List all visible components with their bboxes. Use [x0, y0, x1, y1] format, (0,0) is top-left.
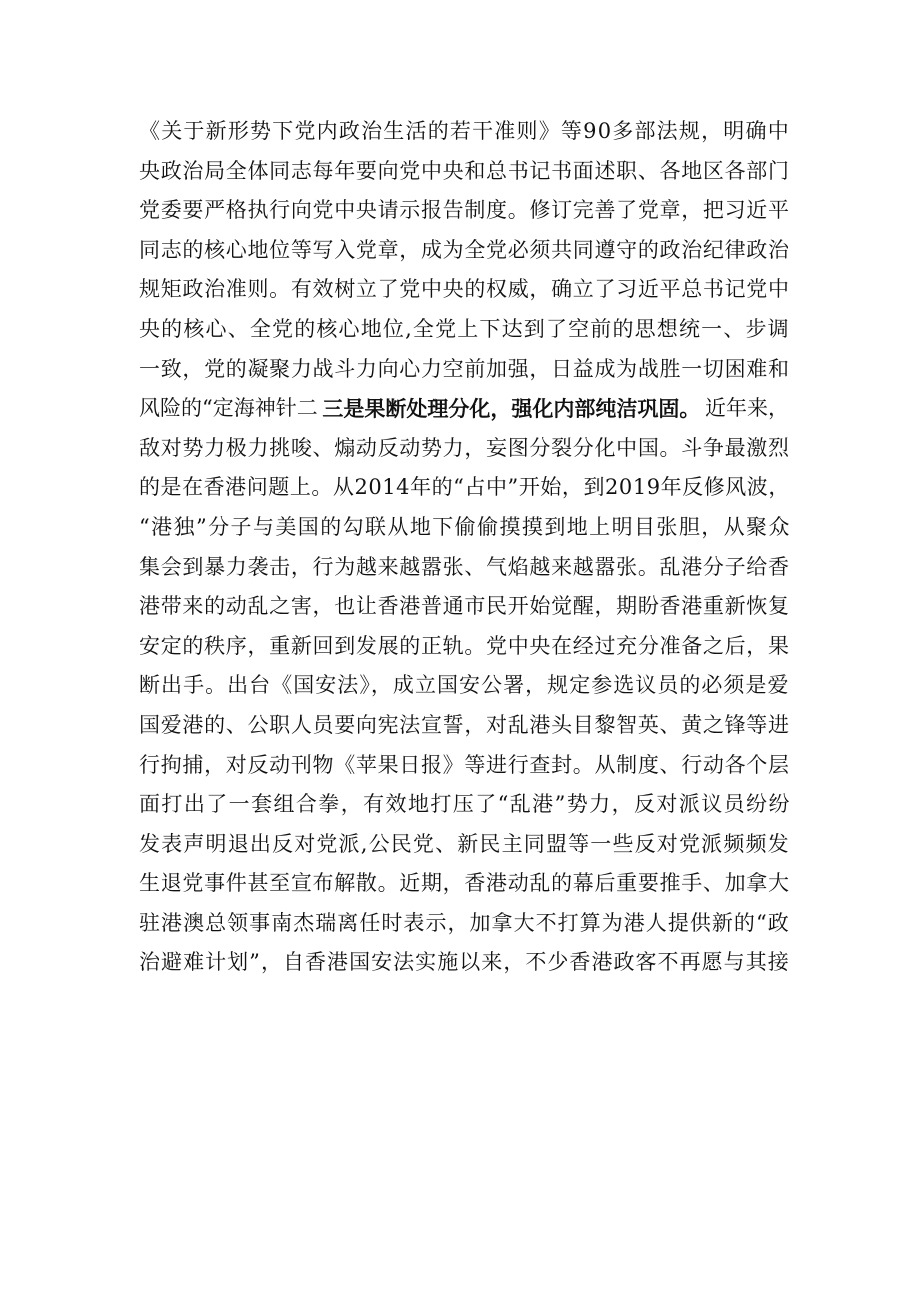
line-text-before-heading: 风险的“定海神针二 — [139, 396, 318, 421]
line-text-after-heading: 近年来， — [705, 396, 789, 421]
line-text: 同志的核心地位等写入党章，成为全党必须共同遵守的政治纪律政治 — [139, 237, 790, 262]
line-text: 一致，党的凝聚力战斗力向心力空前加强，日益成为战胜一切困难和 — [139, 356, 790, 381]
text-line — [139, 548, 789, 588]
text-line — [139, 270, 789, 310]
section-heading: 三是果断处理分化，强化内部纯洁巩固。 — [322, 396, 701, 422]
line-text: “港独”分子与美国的勾联从地下偷偷摸摸到地上明目张胆，从聚众 — [139, 514, 791, 539]
line-text: 生退党事件甚至宣布解散。近期，香港动乱的幕后重要推手、加拿大 — [139, 871, 790, 896]
line-text: 治避难计划”，自香港国安法实施以来，不少香港政客不再愿与其接 — [139, 950, 790, 975]
text-line — [139, 666, 789, 706]
text-line — [139, 310, 789, 350]
text-line — [139, 587, 789, 627]
text-line — [139, 231, 789, 271]
line-text: 港带来的动乱之害，也让香港普通市民开始觉醒，期盼香港重新恢复 — [139, 594, 790, 619]
line-text: 敌对势力极力挑唆、煽动反动势力，妄图分裂分化中国。斗争最激烈 — [139, 435, 790, 460]
line-text: 规矩政治准则。有效树立了党中央的权威，确立了习近平总书记党中 — [139, 277, 790, 302]
line-text: 国爱港的、公职人员要向宪法宣誓，对乱港头目黎智英、黄之锋等进 — [139, 712, 790, 737]
line-text: 央政治局全体同志每年要向党中央和总书记书面述职、各地区各部门 — [139, 158, 790, 183]
text-line — [139, 706, 789, 746]
text-line — [139, 785, 789, 825]
line-text: 发表声明退出反对党派,公民党、新民主同盟等一些反对党派频频发 — [139, 831, 790, 856]
text-line — [139, 350, 789, 390]
text-line — [139, 746, 789, 786]
line-text: 断出手。出台《国安法》，成立国安公署，规定参选议员的必须是爱 — [139, 673, 790, 698]
text-line — [139, 508, 789, 548]
text-line — [139, 943, 789, 983]
line-text: 《关于新形势下党内政治生活的若干准则》等90多部法规，明确中 — [139, 119, 790, 143]
line-text: 面打出了一套组合拳，有效地打压了“乱港”势力，反对派议员纷纷 — [139, 792, 791, 817]
text-line — [139, 429, 789, 469]
line-text: 的是在香港问题上。从2014年的“占中”开始，到2019年反修风波， — [139, 475, 790, 500]
text-line — [139, 112, 789, 152]
body-text — [139, 112, 789, 983]
text-line — [139, 191, 789, 231]
text-line — [139, 152, 789, 192]
text-line-with-heading — [139, 389, 789, 429]
line-text: 党委要严格执行向党中央请示报告制度。修订完善了党章，把习近平 — [139, 198, 790, 223]
text-line — [139, 825, 789, 865]
line-text: 安定的秩序，重新回到发展的正轨。党中央在经过充分准备之后，果 — [139, 633, 790, 658]
text-line — [139, 468, 789, 508]
line-text: 行拘捕，对反动刊物《苹果日报》等进行查封。从制度、行动各个层 — [139, 752, 790, 777]
line-text: 央的核心、全党的核心地位,全党上下达到了空前的思想统一、步调 — [139, 316, 790, 341]
text-line — [139, 864, 789, 904]
text-line — [139, 904, 789, 944]
text-line — [139, 627, 789, 667]
line-text: 驻港澳总领事南杰瑞离任时表示，加拿大不打算为港人提供新的“政 — [139, 910, 790, 935]
line-text: 集会到暴力袭击，行为越来越嚣张、气焰越来越嚣张。乱港分子给香 — [139, 554, 790, 579]
